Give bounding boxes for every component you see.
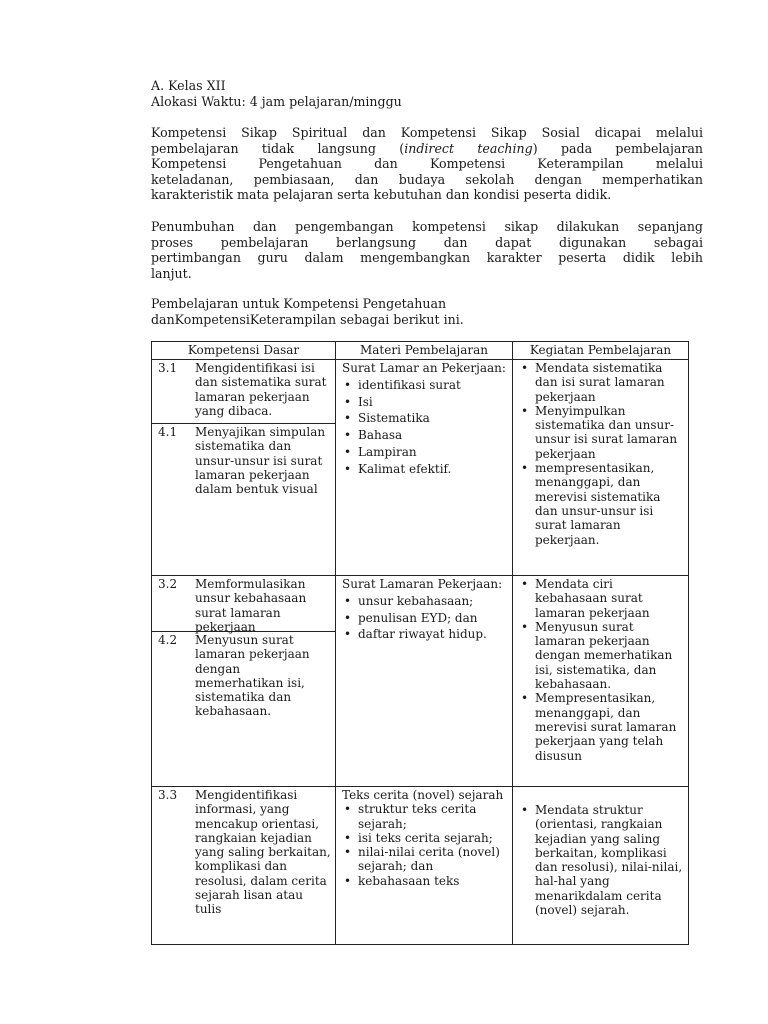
kd-text: Mengidentifikasi isi dan sistematika surat lamaran pekerjaan yang dibaca.	[195, 361, 327, 418]
materi-list	[342, 802, 508, 888]
kegiatan-cell	[513, 360, 689, 576]
kd-cell	[152, 360, 336, 576]
kegiatan-list	[519, 361, 684, 547]
para-line: pertimbangan guru dalam mengembangkan karakter peserta didik lebih	[151, 250, 703, 266]
list-item: • Lampiran	[342, 445, 508, 459]
list-item: • Isi	[342, 395, 508, 409]
materi-title: Surat Lamar an Pekerjaan:	[342, 361, 506, 375]
kd-number: 3.1	[158, 361, 178, 375]
list-item: • daftar riwayat hidup.	[342, 627, 508, 641]
kegiatan-cell	[513, 576, 689, 787]
kd-number: 4.1	[158, 425, 178, 439]
table-header-row	[152, 342, 689, 360]
list-item: • isi teks cerita sejarah;	[342, 831, 508, 845]
kd-item	[152, 423, 335, 498]
list-item: • Kalimat efektif.	[342, 462, 508, 476]
list-item: • nilai-nilai cerita (novel) sejarah; dan	[342, 845, 508, 874]
list-item: • Menyimpulkan sistematika dan unsur-unsur isi surat lamaran pekerjaan	[519, 404, 684, 461]
kd-number: 4.2	[158, 633, 178, 647]
para-line: karakteristik mata pelajaran serta kebutuhan dan kondisi peserta didik.	[151, 187, 612, 203]
materi-title: Surat Lamaran Pekerjaan:	[342, 577, 503, 591]
paragraph-pembelajaran	[151, 296, 703, 327]
list-item: • Menyusun surat lamaran pekerjaan dengan memerhatikan isi, sistematika, dan kebahasaan.	[519, 620, 684, 691]
materi-list	[342, 378, 508, 476]
materi-cell	[336, 576, 513, 787]
paragraph-penumbuhan	[151, 219, 703, 281]
materi-cell	[336, 787, 513, 945]
section-heading	[151, 78, 703, 109]
kd-text: Mengidentifikasi informasi, yang mencakup orientasi, rangkaian kejadian yang saling berkaitan, komplikasi dan resolusi, dalam cerita sejarah lisan atau tulis	[195, 788, 331, 917]
kelas-label: A. Kelas XII	[151, 78, 226, 93]
list-item: • penulisan EYD; dan	[342, 611, 508, 625]
list-item: • kebahasaan teks	[342, 874, 508, 888]
list-item: • identifikasi surat	[342, 378, 508, 392]
kd-item	[152, 360, 335, 423]
list-item: • unsur kebahasaan;	[342, 594, 508, 608]
kompetensi-table	[151, 341, 689, 945]
header-kegiatan-pembelajaran: Kegiatan Pembelajaran	[513, 342, 689, 360]
kd-number: 3.3	[158, 788, 178, 802]
list-item: • Bahasa	[342, 428, 508, 442]
paragraph-sikap	[151, 125, 703, 203]
para-line: Penumbuhan dan pengembangan kompetensi sikap dilakukan sepanjang	[151, 219, 703, 234]
materi-cell	[336, 360, 513, 576]
kd-text: Menyusun surat lamaran pekerjaan dengan memerhatikan isi, sistematika dan kebahasaan.	[195, 633, 310, 719]
header-materi-pembelajaran: Materi Pembelajaran	[336, 342, 513, 360]
para-line: proses pembelajaran berlangsung dan dapat digunakan sebagai	[151, 234, 703, 250]
para-line: Kompetensi Pengetahuan dan Kompetensi Keterampilan melalui	[151, 156, 703, 172]
table-row	[152, 787, 689, 945]
materi-title: Teks cerita (novel) sejarah	[342, 788, 504, 802]
list-item: • Mendata ciri kebahasaan surat lamaran pekerjaan	[519, 577, 684, 620]
kegiatan-cell	[513, 787, 689, 945]
kd-item	[152, 787, 335, 919]
table-row	[152, 360, 689, 576]
kd-text: Menyajikan simpulan sistematika dan unsur-unsur isi surat lamaran pekerjaan dalam bentuk visual	[195, 425, 326, 497]
list-item: • struktur teks cerita sejarah;	[342, 802, 508, 831]
para-line: danKompetensiKeterampilan sebagai berikut ini.	[151, 311, 464, 327]
para-line: Pembelajaran untuk Kompetensi Pengetahuan	[151, 296, 447, 311]
para-line: keteladanan, pembiasaan, dan budaya sekolah dengan memperhatikan	[151, 171, 703, 187]
kd-cell	[152, 787, 336, 945]
kegiatan-list	[519, 577, 684, 763]
kd-text: Memformulasikan unsur kebahasaan surat lamaran pekerjaan	[195, 577, 307, 634]
para-line: lanjut.	[151, 265, 192, 281]
list-item: • Mendata sistematika dan isi surat lamaran pekerjaan	[519, 361, 684, 404]
materi-list	[342, 594, 508, 642]
para-line: pembelajaran tidak langsung (indirect teaching) pada pembelajaran	[151, 140, 703, 156]
kegiatan-list	[519, 803, 684, 917]
list-item: • mempresentasikan, menanggapi, dan merevisi sistematika dan unsur-unsur isi surat lamaran pekerjaan.	[519, 461, 684, 547]
kd-item	[152, 576, 335, 634]
kd-item	[152, 631, 335, 721]
table-row	[152, 576, 689, 787]
kd-number: 3.2	[158, 577, 178, 591]
indirect-teaching-term: indirect teaching	[404, 140, 533, 156]
list-item: • Sistematika	[342, 411, 508, 425]
para-line: Kompetensi Sikap Spiritual dan Kompetensi Sikap Sosial dicapai melalui	[151, 125, 703, 140]
kd-cell	[152, 576, 336, 787]
list-item: • Mempresentasikan, menanggapi, dan merevisi surat lamaran pekerjaan yang telah disusun	[519, 691, 684, 762]
alokasi-waktu: Alokasi Waktu: 4 jam pelajaran/minggu	[151, 93, 402, 109]
header-kompetensi-dasar: Kompetensi Dasar	[152, 342, 336, 360]
list-item: • Mendata struktur (orientasi, rangkaian kejadian yang saling berkaitan, komplikasi dan resolusi), nilai-nilai, hal-hal yang menarikdalam cerita (novel) sejarah.	[519, 803, 684, 917]
